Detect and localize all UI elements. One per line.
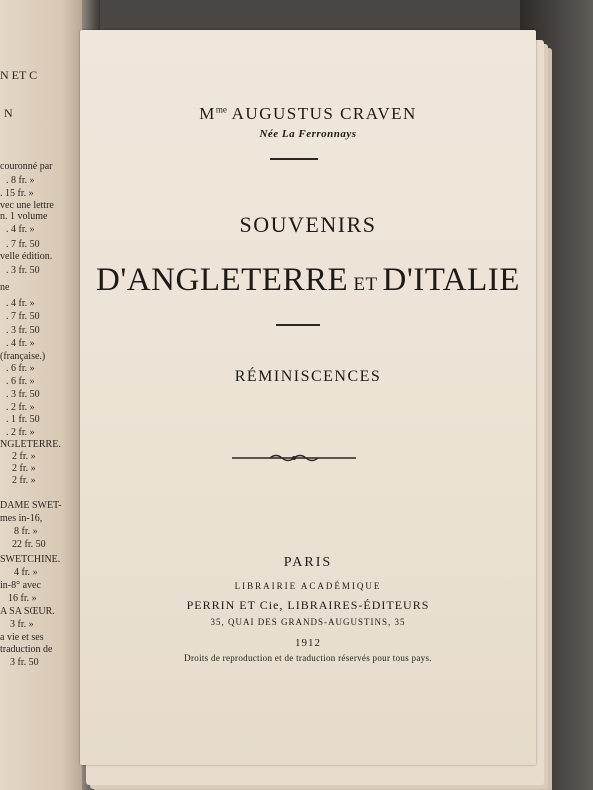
facing-page-line: (française.)	[0, 351, 46, 362]
facing-page-line: . 2 fr. »	[6, 427, 35, 438]
subtitle-reminiscences: RÉMINISCENCES	[234, 368, 382, 385]
facing-page-line: . 8 fr. »	[6, 175, 35, 186]
imprint-publisher: LIBRAIRIE ACADÉMIQUE	[234, 581, 382, 591]
facing-page-line: . 4 fr. »	[6, 224, 35, 235]
imprint-year: 1912	[295, 637, 321, 649]
facing-page-line: mes in-16,	[0, 513, 43, 524]
facing-page-line: . 1 fr. 50	[6, 414, 40, 425]
imprint-editors: PERRIN ET Cie, LIBRAIRES-ÉDITEURS	[186, 598, 430, 612]
facing-page-line: 2 fr. »	[12, 475, 36, 486]
nee-line: Née La Ferronnays	[259, 128, 357, 140]
author-line	[80, 104, 536, 124]
facing-page-line: velle édition.	[0, 251, 53, 262]
facing-page-line: NGLETERRE.	[0, 439, 61, 450]
facing-page-line: 3 fr. »	[10, 619, 34, 630]
facing-page-line: . 6 fr. »	[6, 363, 35, 374]
facing-page-line: . 7 fr. 50	[6, 239, 40, 250]
facing-page-line: . 15 fr. »	[0, 188, 34, 199]
facing-page	[0, 0, 82, 790]
facing-page-line: n. 1 volume	[0, 211, 48, 222]
title-et: ET	[348, 274, 383, 295]
ornament-rule	[232, 452, 356, 464]
facing-page-line: . 3 fr. 50	[6, 389, 40, 400]
facing-page-line: 8 fr. »	[14, 526, 38, 537]
facing-page-line: . 6 fr. »	[6, 376, 35, 387]
facing-page-line: 3 fr. 50	[10, 657, 39, 668]
divider-rule-middle	[276, 324, 320, 326]
facing-page-line: 4 fr. »	[14, 567, 38, 578]
facing-page-line: N ET C	[0, 68, 38, 82]
facing-page-line: A SA SŒUR.	[0, 606, 55, 617]
title-main	[80, 262, 536, 299]
facing-page-line: 16 fr. »	[8, 593, 37, 604]
facing-page-line: . 3 fr. 50	[6, 325, 40, 336]
author-prefix-sup: me	[215, 104, 227, 115]
author-prefix: M	[199, 104, 216, 123]
imprint-address: 35, QUAI DES GRANDS-AUGUSTINS, 35	[210, 617, 406, 627]
facing-page-line: SWETCHINE.	[0, 554, 61, 565]
facing-page-line: . 4 fr. »	[6, 338, 35, 349]
facing-page-line: couronné par	[0, 161, 53, 172]
divider-rule-top	[270, 158, 318, 160]
author-name: AUGUSTUS CRAVEN	[226, 104, 417, 123]
title-italie: D'ITALIE	[382, 262, 520, 298]
facing-page-line: DAME SWET-	[0, 500, 62, 511]
facing-page-line: vec une lettre	[0, 200, 54, 211]
facing-page-line: . 3 fr. 50	[6, 265, 40, 276]
facing-page-line: ne	[0, 282, 10, 293]
facing-page-line: . 7 fr. 50	[6, 311, 40, 322]
facing-page-line: in-8° avec	[0, 580, 41, 591]
facing-page-line: . 2 fr. »	[6, 402, 35, 413]
facing-page-line: . 4 fr. »	[6, 298, 35, 309]
rights-notice: Droits de reproduction et de traduction réservés pour tous pays.	[184, 653, 432, 663]
title-souvenirs: SOUVENIRS	[239, 212, 377, 237]
facing-page-line: 2 fr. »	[12, 451, 36, 462]
title-page	[80, 30, 536, 765]
facing-page-line: a vie et ses	[0, 632, 44, 643]
facing-page-line: traduction de	[0, 644, 53, 655]
title-angleterre: D'ANGLETERRE	[96, 262, 349, 298]
imprint-city: PARIS	[283, 555, 333, 570]
facing-page-line: 22 fr. 50	[12, 539, 46, 550]
facing-page-line: N	[4, 106, 13, 120]
facing-page-line: 2 fr. »	[12, 463, 36, 474]
